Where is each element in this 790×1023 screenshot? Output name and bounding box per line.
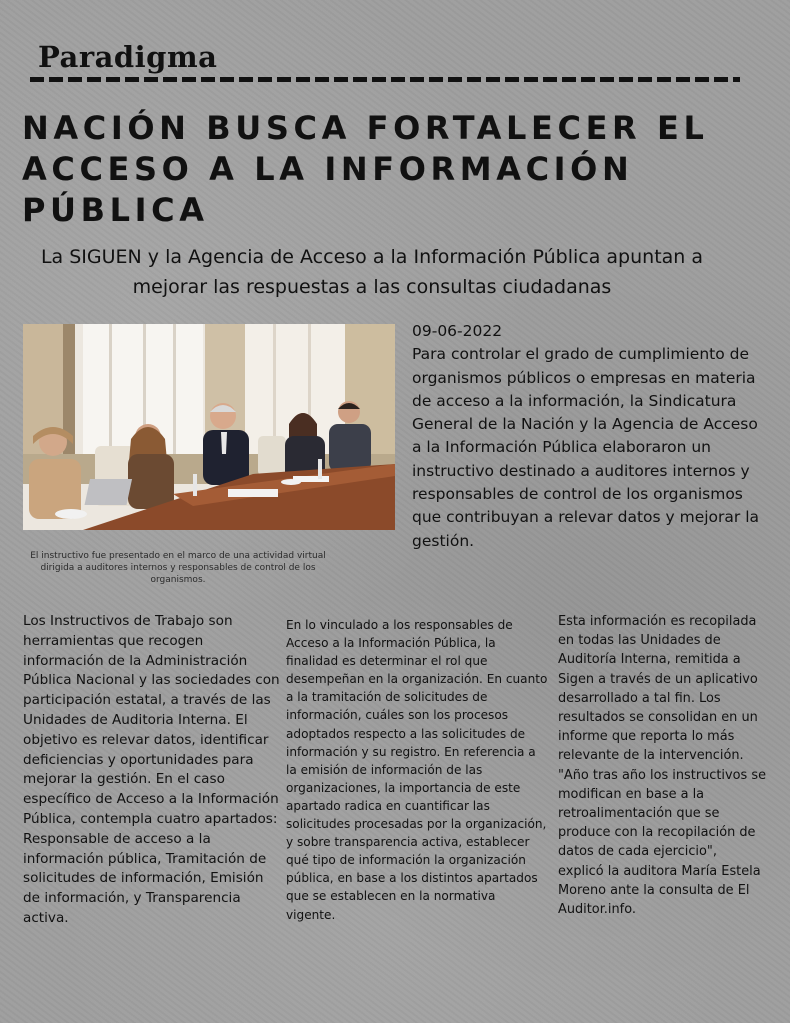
dashed-divider [30,77,740,82]
subheadline: La SIGUEN y la Agencia de Acceso a la Información Pública apuntan a mejorar las respuestas a las consultas ciudadanas [40,246,704,298]
body-column-3: Esta información es recopilada en todas las Unidades de Auditoría Interna, remitida a Sigen a través de un aplicativo desarrollado a tal fin. Los resultados se consolidan en un informe que reporta lo más relevante de la intervención. "Año tras año los instructivos se modifican en base a la retroalimentación que se produce con la recopilación de datos de cada ejercicio", explicó la auditora María Estela Moreno ante la consulta de El Auditor.info. [558,614,766,918]
meeting-photo [23,324,395,530]
headline: NACIÓN BUSCA FORTALECER EL ACCESO A LA INFORMACIÓN PÚBLICA [22,109,709,229]
photo-caption: El instructivo fue presentado en el marco de una actividad virtual dirigida a auditores internos y responsables de control de los organismos. [30,551,326,585]
lead-text: Para controlar el grado de cumplimiento de organismos públicos o empresas en materia de acceso a la información, la Sindicatura General de la Nación y la Agencia de Acceso a la Información Pública elaboraron un instructivo destinado a auditores internos y responsables de control de los organismos que contribuyan a relevar datos y mejorar la gestión. [412,345,760,550]
lead-paragraph [412,320,772,553]
masthead-title: Paradigma [38,40,218,74]
publication-date: 09-06-2022 [412,322,503,340]
body-column-2: En lo vinculado a los responsables de Acceso a la Información Pública, la finalidad es determinar el rol que desempeñan en la organización. En cuanto a la tramitación de solicitudes de información, cuáles son los procesos adoptados respecto a las solicitudes de información y su registro. En referencia a la emisión de información de las organizaciones, la importancia de este apartado radica en cuantificar las solicitudes procesadas por la organización, y sobre transparencia activa, establecer qué tipo de información la organización pública, en base a los distintos apartados que se establecen en la normativa vigente. [286,618,548,922]
body-column-1: Los Instructivos de Trabajo son herramientas que recogen información de la Administración Pública Nacional y las sociedades con participación estatal, a través de las Unidades de Auditoria Interna. El objetivo es relevar datos, identificar deficiencias y oportunidades para mejorar la gestión. En el caso específico de Acceso a la Información Pública, contempla cuatro apartados: Responsable de acceso a la información pública, Tramitación de solicitudes de información, Emisión de información, y Transparencia activa. [23,613,280,926]
